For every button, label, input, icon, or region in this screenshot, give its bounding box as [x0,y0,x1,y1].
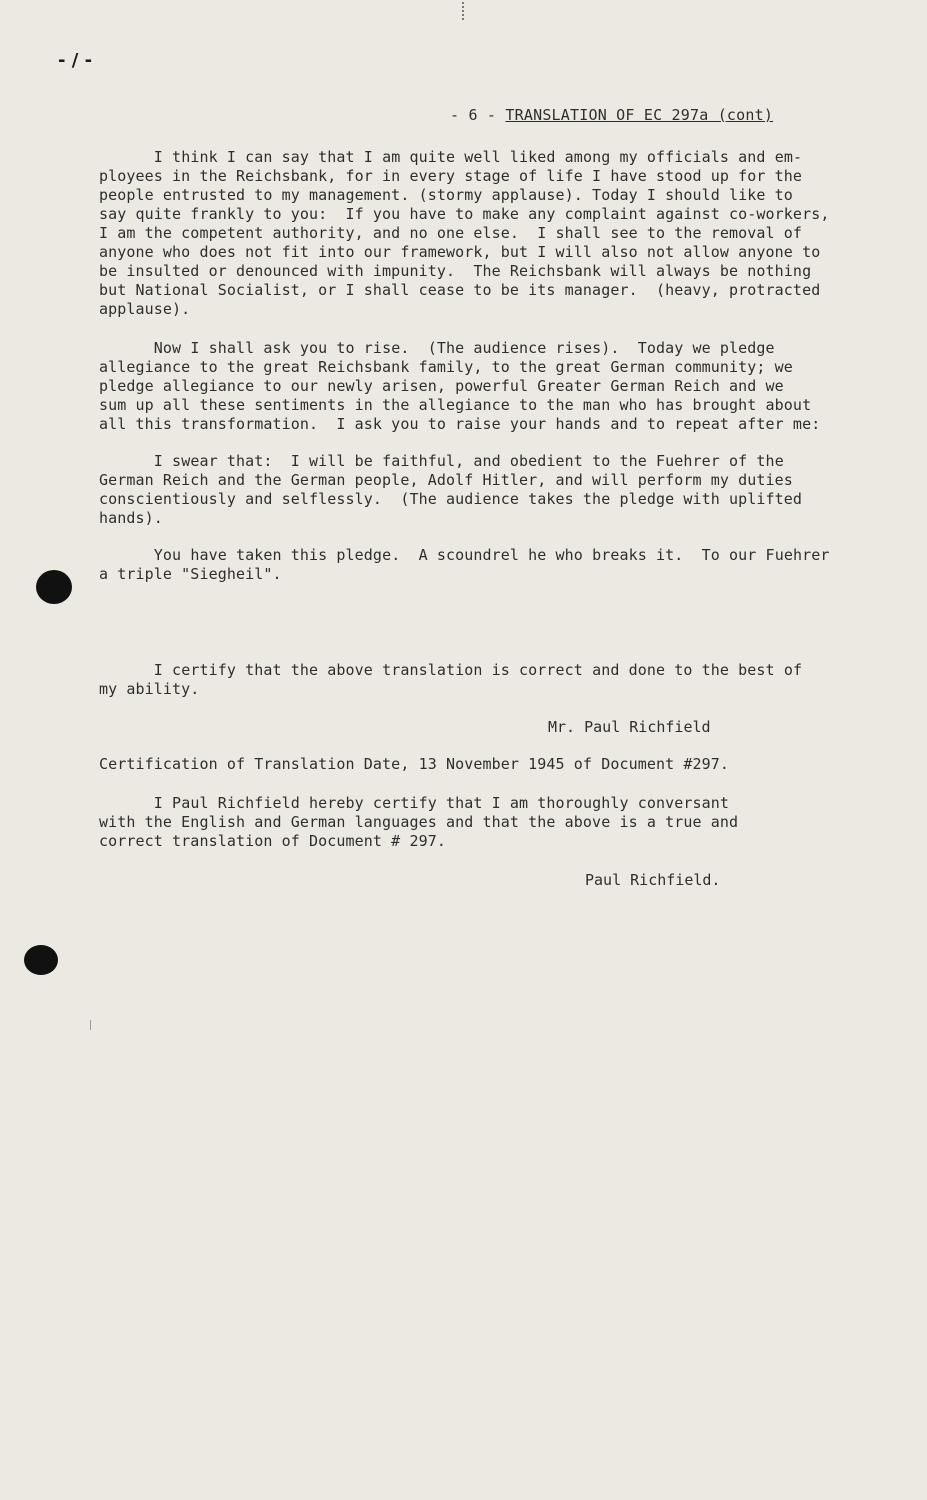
paragraph-closing: You have taken this pledge. A scoundrel he who breaks it. To our Fuehrer a triple "Siegheil". [99,546,830,583]
paper-smudge [90,1020,91,1030]
page-header [450,106,773,124]
signature-final: Paul Richfield. [585,871,721,889]
paragraph-speech-1: I think I can say that I am quite well liked among my officials and em- ployees in the Reichsbank, for in every stage of life I have stood up for the people entrusted to my management. (stormy applause). Today I should like to say quite frankly to you: If you have to make any complaint against co-workers, I am the competent authority, and no one else. I shall see to the removal of anyone who does not fit into our framework, but I will also not allow anyone to be insulted or denounced with impunity. The Reichsbank will always be nothing but National Socialist, or I shall cease to be its manager. (heavy, protracted applause). [99,148,830,318]
certification-line: Certification of Translation Date, 13 November 1945 of Document #297. [99,755,730,773]
punch-hole-bottom [24,945,58,975]
paragraph-speech-2: Now I shall ask you to rise. (The audience rises). Today we pledge allegiance to the great Reichsbank family, to the great German community; we pledge allegiance to our newly arisen, powerful Greater German Reich and we sum up all these sentiments in the allegiance to the man who has brought about all this transformation. I ask you to raise your hands and to repeat after me: [99,339,821,433]
paragraph-oath: I swear that: I will be faithful, and obedient to the Fuehrer of the German Reich and the German people, Adolf Hitler, and will perform my duties conscientiously and selflessly. (The audience takes the pledge with uplifted hands). [99,452,803,527]
punch-hole-top [36,570,72,604]
document-title: TRANSLATION OF EC 297a (cont) [505,106,774,124]
top-fold-mark [462,2,466,20]
corner-mark: - / - [58,50,93,71]
signature-translator: Mr. Paul Richfield [548,718,711,736]
page-number: - 6 - [450,106,497,124]
certification-body: I Paul Richfield hereby certify that I am thoroughly conversant with the English and German languages and that the above is a true and correct translation of Document # 297. [99,794,739,850]
paragraph-certify: I certify that the above translation is correct and done to the best of my ability. [99,661,803,698]
